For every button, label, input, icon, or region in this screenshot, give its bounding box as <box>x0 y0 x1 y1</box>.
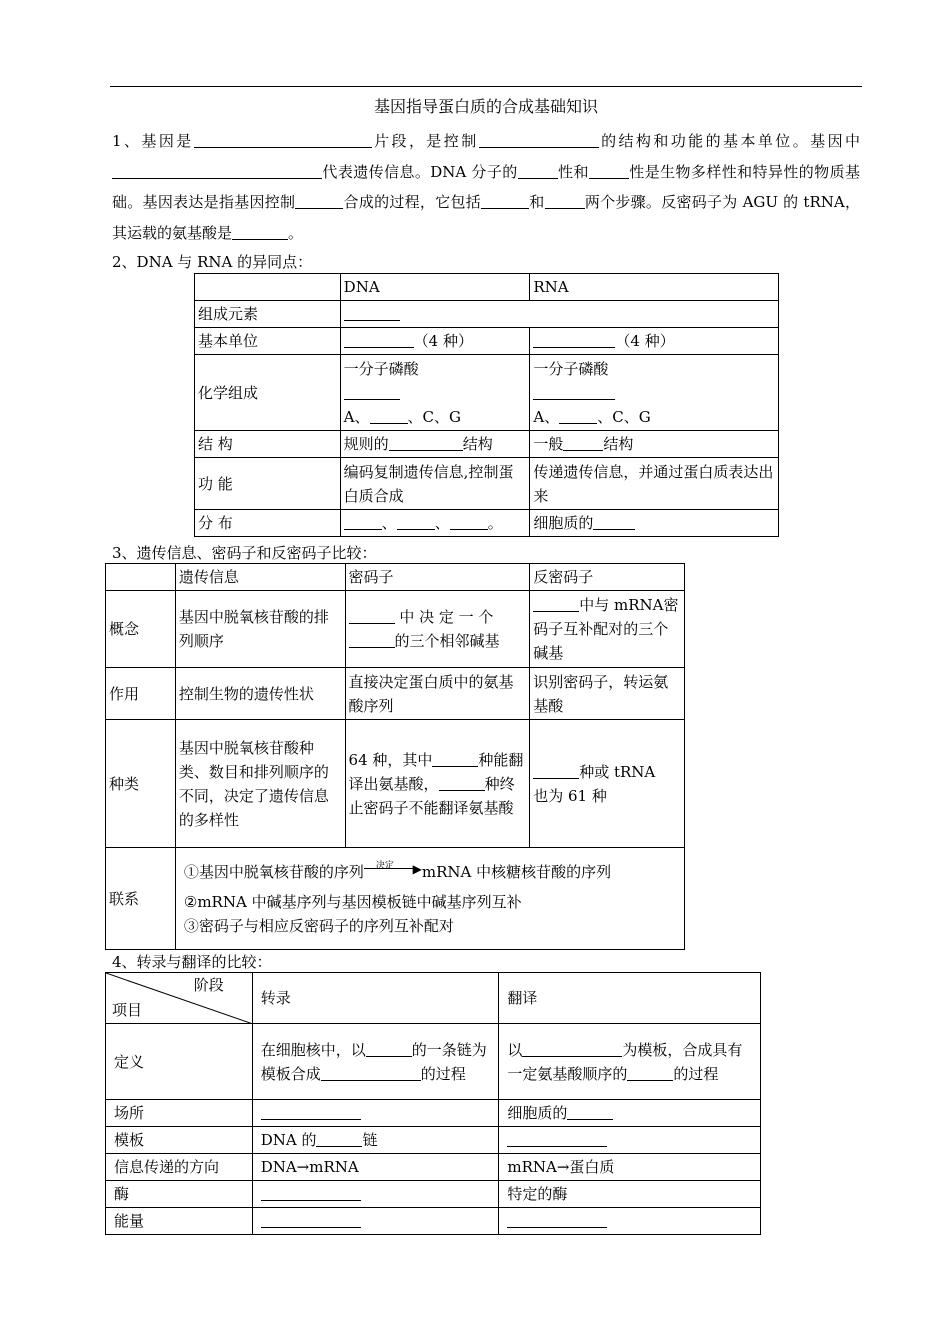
row-energy: 能量 <box>106 1208 253 1235</box>
col-translation: 翻译 <box>499 973 761 1024</box>
definition-translation: 以 为模板，合成具有一定氨基酸顺序的 的过程 <box>499 1024 761 1100</box>
corner-item: 项目 <box>112 1001 143 1019</box>
blank[interactable] <box>545 193 585 209</box>
section-3-heading: 3、遗传信息、密码子和反密码子比较： <box>112 544 377 562</box>
function-codon: 直接决定蛋白质中的氨基酸序列 <box>345 668 530 720</box>
row-chem: 化学组成 <box>195 355 341 431</box>
right-arrow-icon: 决定 ▶ <box>364 861 422 875</box>
blank[interactable] <box>112 163 322 179</box>
col-genetic-info: 遗传信息 <box>175 564 345 591</box>
blank[interactable] <box>194 132 372 148</box>
direction-transcription: DNA→mRNA <box>252 1154 499 1181</box>
blank[interactable] <box>389 435 463 451</box>
row-definition: 定义 <box>106 1024 253 1100</box>
chem-dna: 一分子磷酸 A、 、C、G <box>340 355 530 431</box>
structure-dna: 规则的 结构 <box>340 431 530 458</box>
blank[interactable] <box>261 1104 361 1120</box>
section-1-paragraph: 1、基因是 片段，是控制 的结构和功能的基本单位。基因中代表遗传信息。DNA 分子的 性和 性是生物多样性和特异性的物质基础。基因表达是指基因控制 合成的过程，它包括 和 两个步骤。反密码子为 AGU 的 tRNA，其运载的氨基酸是 。 <box>112 132 860 242</box>
row-function: 功 能 <box>195 458 341 510</box>
section-2-heading: 2、DNA 与 RNA 的异同点： <box>112 253 313 271</box>
blank[interactable] <box>533 384 615 400</box>
col-anticodon: 反密码子 <box>530 564 685 591</box>
elements-cell <box>340 301 778 328</box>
col-rna: RNA <box>530 274 779 301</box>
blank[interactable] <box>563 435 603 451</box>
blank[interactable] <box>439 775 485 791</box>
row-structure: 结 构 <box>195 431 341 458</box>
template-translation <box>499 1127 761 1154</box>
col-transcription: 转录 <box>252 973 499 1024</box>
function-rna: 传递遗传信息，并通过蛋白质表达出来 <box>530 458 779 510</box>
blank[interactable] <box>593 514 635 530</box>
row-unit: 基本单位 <box>195 328 341 355</box>
distribution-rna: 细胞质的 <box>530 510 779 537</box>
blank[interactable] <box>349 608 395 624</box>
concept-anticodon: 中与 mRNA密码子互补配对的三个碱基 <box>530 591 685 668</box>
blank[interactable] <box>261 1212 361 1228</box>
blank[interactable] <box>397 514 435 530</box>
blank[interactable] <box>589 163 629 179</box>
row-function: 作用 <box>106 668 176 720</box>
genetic-info-table <box>105 563 685 950</box>
row-types: 种类 <box>106 720 176 848</box>
unit-rna: （4 种） <box>530 328 779 355</box>
transcription-translation-table <box>105 972 761 1235</box>
types-codon: 64 种，其中 种能翻译出氨基酸， 种终止密码子不能翻译氨基酸 <box>345 720 530 848</box>
row-location: 场所 <box>106 1100 253 1127</box>
function-dna: 编码复制遗传信息,控制蛋白质合成 <box>340 458 530 510</box>
blank[interactable] <box>481 193 529 209</box>
page-title: 基因指导蛋白质的合成基础知识 <box>373 97 598 116</box>
dna-rna-table <box>194 273 779 537</box>
blank[interactable] <box>432 751 478 767</box>
blank[interactable] <box>567 1104 613 1120</box>
blank[interactable] <box>295 193 343 209</box>
blank[interactable] <box>261 1185 361 1201</box>
blank[interactable] <box>479 132 599 148</box>
location-translation: 细胞质的 <box>499 1100 761 1127</box>
blank[interactable] <box>522 1041 622 1057</box>
enzyme-transcription <box>252 1181 499 1208</box>
row-direction: 信息传递的方向 <box>106 1154 253 1181</box>
function-anticodon: 识别密码子，转运氨基酸 <box>530 668 685 720</box>
unit-dna: （4 种） <box>340 328 530 355</box>
blank[interactable] <box>533 596 579 612</box>
header-rule <box>110 86 862 87</box>
template-transcription: DNA 的 链 <box>252 1127 499 1154</box>
relation-cell: ①基因中脱氧核苷酸的序列 决定 ▶ mRNA 中核糖核苷酸的序列 ②mRNA 中碱基序列与基因模板链中碱基序列互补 ③密码子与相应反密码子的序列互补配对 <box>175 848 684 950</box>
blank[interactable] <box>321 1065 421 1081</box>
row-concept: 概念 <box>106 591 176 668</box>
blank[interactable] <box>344 384 400 400</box>
row-elements: 组成元素 <box>195 301 341 328</box>
distribution-dna: 、 、 。 <box>340 510 530 537</box>
types-anticodon: 种或 tRNA 也为 61 种 <box>530 720 685 848</box>
energy-transcription <box>252 1208 499 1235</box>
blank[interactable] <box>316 1131 362 1147</box>
concept-genetic-info: 基因中脱氧核苷酸的排列顺序 <box>175 591 345 668</box>
col-dna: DNA <box>340 274 530 301</box>
blank[interactable] <box>370 408 408 424</box>
structure-rna: 一般 结构 <box>530 431 779 458</box>
row-template: 模板 <box>106 1127 253 1154</box>
blank[interactable] <box>507 1212 607 1228</box>
location-transcription <box>252 1100 499 1127</box>
row-enzyme: 酶 <box>106 1181 253 1208</box>
types-genetic-info: 基因中脱氧核苷酸种类、数目和排列顺序的不同，决定了遗传信息的多样性 <box>175 720 345 848</box>
function-genetic-info: 控制生物的遗传性状 <box>175 668 345 720</box>
blank[interactable] <box>533 332 615 348</box>
blank[interactable] <box>344 332 414 348</box>
corner-cell <box>106 564 176 591</box>
concept-codon: 中 决 定 一 个 的三个相邻碱基 <box>345 591 530 668</box>
blank[interactable] <box>450 514 488 530</box>
col-codon: 密码子 <box>345 564 530 591</box>
blank[interactable] <box>518 163 558 179</box>
diagonal-header <box>106 973 253 1024</box>
blank[interactable] <box>366 1041 412 1057</box>
corner-cell <box>195 274 341 301</box>
blank[interactable] <box>232 224 288 240</box>
row-relation: 联系 <box>106 848 176 950</box>
blank[interactable] <box>344 514 382 530</box>
energy-translation <box>499 1208 761 1235</box>
section-4-heading: 4、转录与翻译的比较： <box>112 953 272 971</box>
definition-transcription: 在细胞核中，以 的一条链为模板合成 的过程 <box>252 1024 499 1100</box>
corner-stage: 阶段 <box>193 976 224 994</box>
direction-translation: mRNA→蛋白质 <box>499 1154 761 1181</box>
blank[interactable] <box>507 1131 607 1147</box>
chem-rna: 一分子磷酸 A、 、C、G <box>530 355 779 431</box>
blank[interactable] <box>533 763 579 779</box>
blank[interactable] <box>627 1065 673 1081</box>
enzyme-translation: 特定的酶 <box>499 1181 761 1208</box>
blank[interactable] <box>559 408 597 424</box>
blank[interactable] <box>344 305 400 321</box>
blank[interactable] <box>349 632 395 648</box>
row-distribution: 分 布 <box>195 510 341 537</box>
